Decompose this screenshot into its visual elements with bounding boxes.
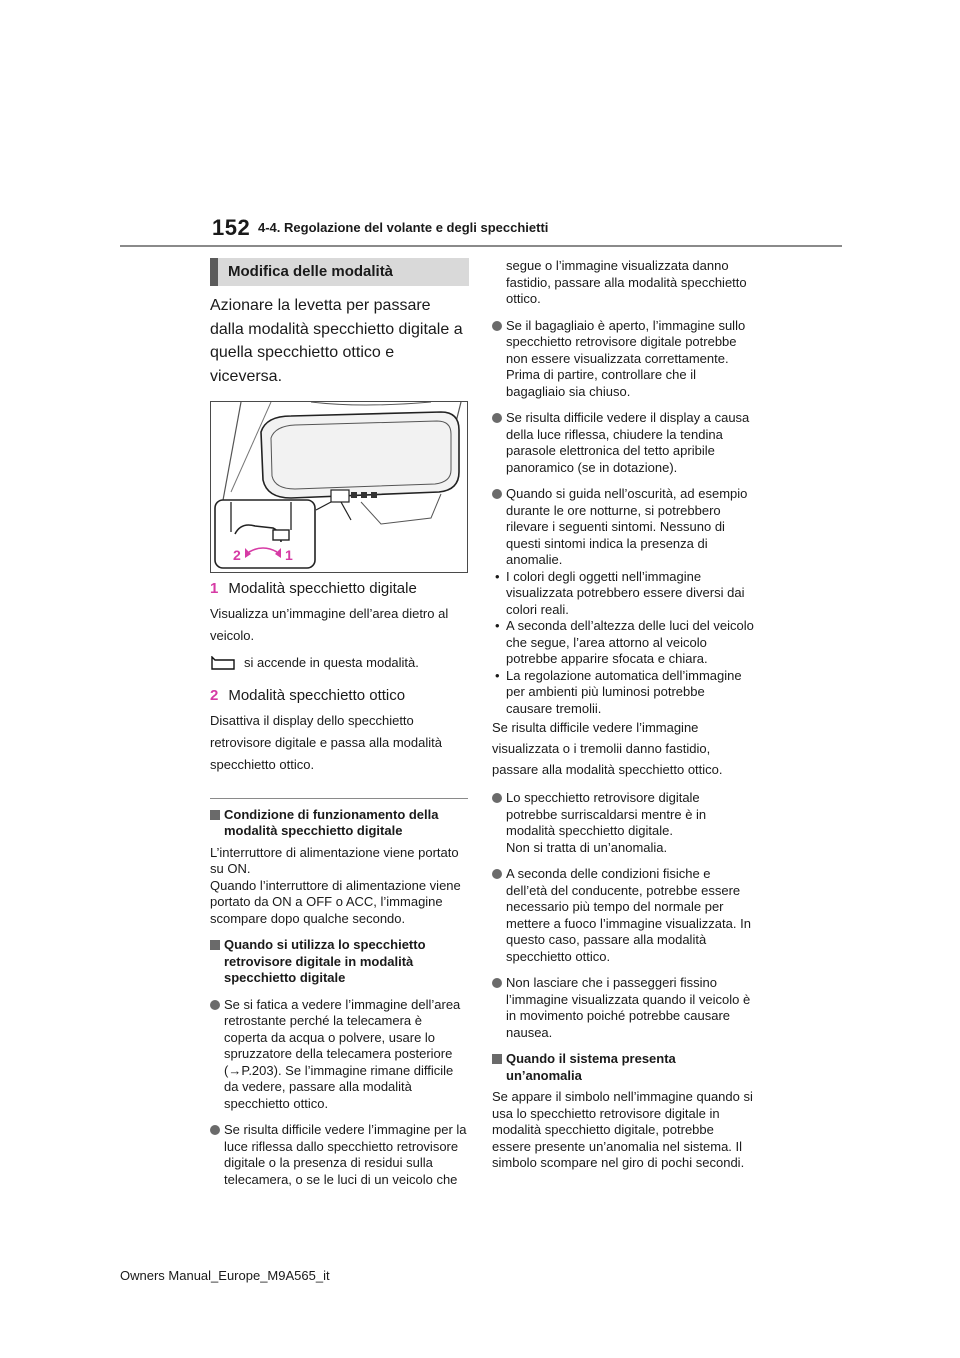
note-bullet: Se risulta difficile vedere il display a causa della luce riflessa, chiudere la tendina parasole elettronica del tetto apribile panoramico (se in dotazione). (492, 410, 754, 476)
mode-2-description: Disattiva il display dello specchietto retrovisore digitale e passa alla modalità specchietto ottico. (210, 712, 442, 772)
mode-1-description: Visualizza un’immagine dell’area dietro al veicolo. (210, 606, 449, 643)
right-column (492, 258, 754, 1172)
note-sub-item: • A seconda dell’altezza delle luci del veicolo che segue, l’area attorno al veicolo potrebbe apparire sfocata e chiara. (492, 618, 754, 668)
mirror-illustration-svg (211, 402, 467, 572)
mode-1-label: Modalità specchietto digitale (228, 580, 417, 597)
note-heading-digital-mode-use: Quando si utilizza lo specchietto retrovisore digitale in modalità specchietto digitale (210, 937, 468, 987)
mode-2-number: 2 (210, 686, 219, 704)
mode-1-indicator-line (210, 655, 468, 672)
footer-document-id: Owners Manual_Europe_M9A565_it (120, 1268, 330, 1283)
mode-1-indicator-text: si accende in questa modalità. (244, 655, 419, 670)
notes-divider (210, 798, 468, 799)
mirror-lever-illustration (210, 401, 468, 573)
note-bullet (492, 790, 754, 856)
page-number: 152 (212, 215, 251, 240)
note-bullet: Quando si guida nell’oscurità, ad esempio durante le ore notturne, si potrebbero rilevare i seguenti sintomi. Nessuno di questi sintomi indica la presenza di anomalie. (492, 486, 754, 569)
mode-1-title (210, 579, 468, 599)
intro-text: Azionare la levetta per passare dalla modalità specchietto digitale a quella specchietto ottico e viceversa. (210, 297, 463, 385)
note-sub-item: • La regolazione automatica dell’immagine per ambienti più luminosi potrebbe causare tremolii. (492, 668, 754, 718)
mode-2-label: Modalità specchietto ottico (228, 686, 406, 704)
note-bullet-text: Non si tratta di un’anomalia. (506, 839, 668, 855)
note-bullet: Se si fatica a vedere l’immagine dell’area retrostante perché la telecamera è coperta da acqua o polvere, usare lo spruzzatore della telecamera posteriore (→P.203). Se l’immagine rimane difficile da vedere, passare alla modalità specchietto ottico. (210, 997, 468, 1113)
note-paragraph: Quando l’interruttore di alimentazione viene portato da ON a OFF o ACC, l’immagine scompare dopo qualche secondo. (210, 877, 461, 926)
callout-1: 1 (285, 547, 293, 563)
note-paragraph: L’interruttore di alimentazione viene portato su ON. (210, 844, 459, 876)
header-divider (120, 245, 842, 247)
note-paragraph: Se appare il simbolo nell’immagine quando si usa lo specchietto retrovisore digitale in modalità specchietto digitale, potrebbe essere presente un’anomalia nel sistema. Il simbolo scompare nel giro di pochi secondi. (492, 1089, 753, 1170)
note-paragraph: Se risulta difficile vedere l’immagine visualizzata o i tremolii danno fastidio, passare alla modalità specchietto ottico. (492, 720, 723, 777)
section-title: 4-4. Regolazione del volante e degli specchietti (258, 220, 549, 235)
note-heading-malfunction: Quando il sistema presenta un’anomalia (492, 1051, 754, 1084)
callout-2: 2 (233, 547, 241, 563)
note-sub-item: • I colori degli oggetti nell’immagine visualizzata potrebbero essere diversi dai colori reali. (492, 569, 754, 619)
mode-1-number: 1 (210, 580, 219, 597)
note-bullet: Se risulta difficile vedere l’immagine per la luce riflessa dallo specchietto retrovisore digitale o la presenza di residui sulla telecamera, o se le luci di un veicolo che (210, 1122, 468, 1188)
section-heading: Modifica delle modalità (210, 258, 469, 286)
note-bullet-continued: segue o l’immagine visualizzata danno fastidio, passare alla modalità specchietto ottico. (506, 258, 747, 306)
mode-2-title (210, 686, 468, 706)
note-bullet: Se il bagagliaio è aperto, l’immagine sullo specchietto retrovisore digitale potrebbe non essere visualizzata correttamente. Prima di partire, controllare che il bagagliaio sia chiuso. (492, 318, 754, 401)
note-bullet-text: Lo specchietto retrovisore digitale potrebbe surriscaldarsi mentre è in modalità specchietto digitale. (506, 790, 707, 838)
note-heading-operating-condition: Condizione di funzionamento della modalità specchietto digitale (210, 807, 468, 840)
digital-mirror-indicator-icon (210, 656, 236, 670)
note-bullet: A seconda delle condizioni fisiche e dell’età del conducente, potrebbe essere necessario più tempo del normale per mettere a fuoco l’immagine visualizzata. In questo caso, passare alla modalità specchietto ottico. (492, 866, 754, 965)
left-column (210, 294, 468, 1188)
note-bullet: Non lasciare che i passeggeri fissino l’immagine visualizzata quando il veicolo è in movimento poiché potrebbe causare nausea. (492, 975, 754, 1041)
